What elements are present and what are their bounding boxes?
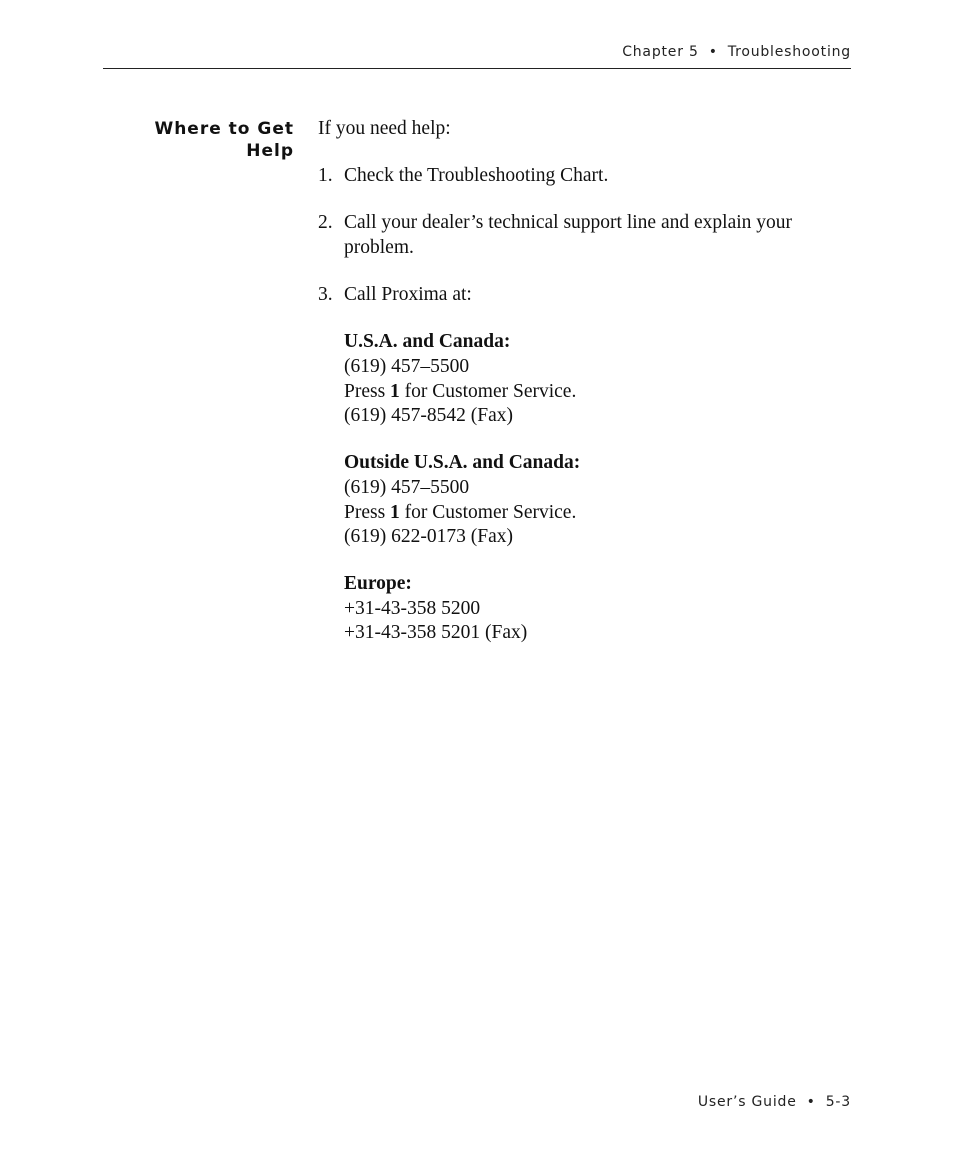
step-number: 2. [318,212,333,234]
header-chapter: Chapter 5 [622,44,699,60]
header-section: Troubleshooting [727,44,851,60]
intro-paragraph: If you need help: [318,118,451,139]
step-text: Check the Troubleshooting Chart. [344,165,609,187]
contact-europe [344,572,838,646]
running-footer [500,1094,851,1110]
list-item [318,211,838,260]
header-bullet: • [708,44,718,60]
contact-region-title: Outside U.S.A. and Canada: [344,452,581,474]
list-item [318,164,838,189]
running-header [103,44,851,69]
list-item [318,283,838,646]
contact-press-instruction [344,501,838,526]
contact-fax: (619) 622-0173 (Fax) [344,526,513,548]
press-suffix: for Customer Service. [399,380,577,402]
footer-bullet: • [806,1094,816,1110]
contact-region-title: Europe: [344,573,412,595]
contact-outside-usa-canada [344,451,838,549]
contact-phone: +31-43-358 5200 [344,597,481,619]
section-heading [100,118,294,162]
section-heading-line2: Help [246,141,294,161]
press-suffix: for Customer Service. [399,501,577,523]
step-number: 1. [318,165,333,187]
contact-phone: (619) 457–5500 [344,476,470,498]
contact-fax: +31-43-358 5201 (Fax) [344,622,528,644]
contact-press-instruction [344,380,838,405]
help-steps-list [318,164,838,646]
contact-phone: (619) 457–5500 [344,355,470,377]
contact-fax: (619) 457-8542 (Fax) [344,405,513,427]
step-text: Call Proxima at: [344,284,472,306]
footer-guide-title: User’s Guide [697,1094,797,1110]
press-prefix: Press [344,380,391,402]
page-number: 5-3 [825,1094,851,1110]
step-number: 3. [318,284,333,306]
press-key: 1 [390,501,400,523]
section-heading-line1: Where to Get [154,119,294,139]
body-text [318,117,838,646]
step-text: Call your dealer’s technical support line and explain your problem. [344,212,793,258]
contact-region-title: U.S.A. and Canada: [344,331,511,353]
press-key: 1 [390,380,400,402]
press-prefix: Press [344,501,391,523]
contact-usa-canada [344,330,838,428]
